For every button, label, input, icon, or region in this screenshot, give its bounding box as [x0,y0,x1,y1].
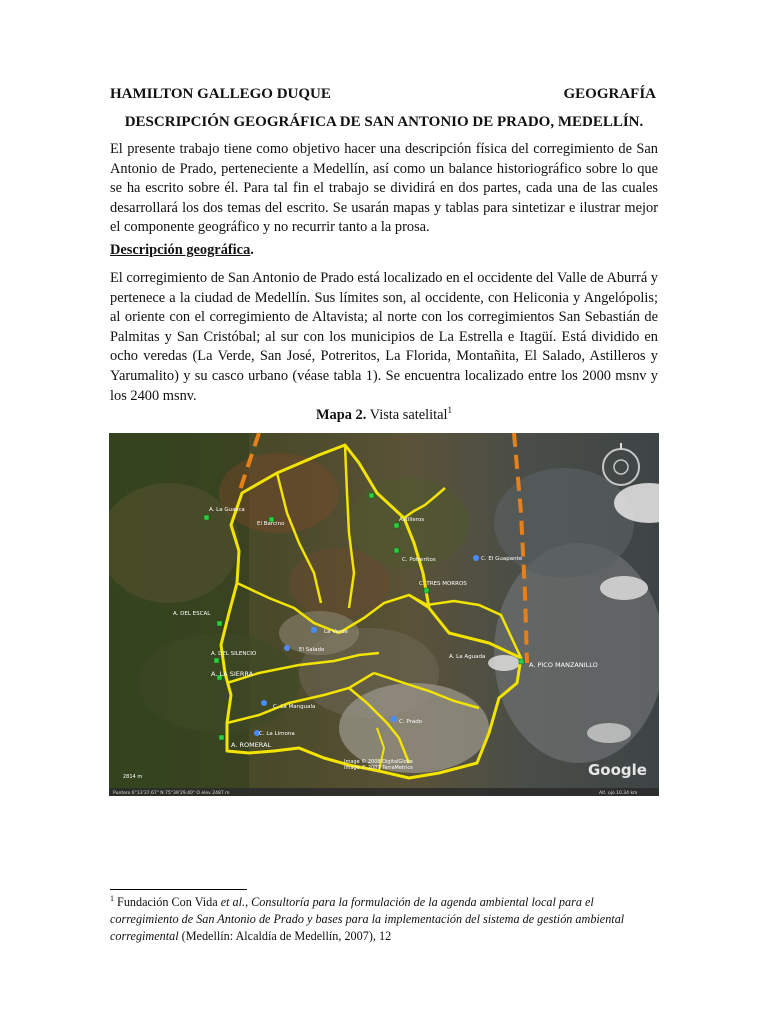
page-header [110,86,656,106]
map-label-el-salado: El Salado [299,647,325,653]
map-label-sierra: A. LA SIERRA [211,670,254,678]
section-heading [110,242,254,259]
footnote-separator [110,889,247,890]
satellite-map [109,433,659,796]
map-label-potreritos: C. Potreritos [402,557,436,563]
map-label-manzanillo: A. PICO MANZANILLO [529,661,598,669]
map-label-manguala: C. La Manguala [273,704,316,710]
map-label-aguada: A. La Aguada [449,654,486,660]
map-status-bar: Puntero 6°13'37.67" N 75°39'29.40" O elev 2487 m [113,791,230,796]
author-name: HAMILTON GALLEGO DUQUE [110,86,331,102]
footnote-publication: (Medellín: Alcaldía de Medellín, 2007), 12 [178,929,392,943]
section-paragraph: El corregimiento de San Antonio de Prado está localizado en el occidente del Valle de Aburrá y pertenece a la ciudad de Medellín. Sus límites son, al occidente, con Heliconia y Angelópolis; al oriente con el corregimiento de Altavista; al norte con los corregimientos San Sebastián de Palmitas y San Cristóbal; al sur con los municipios de La Estrella e Itagüí. Está dividido en ocho veredas (La Verde, San José, Potreritos, La Florida, Montañita, El Salado, Astilleros y Yarumalito) y su casco urbano (véase tabla 1). Se encuentra localizado entre los 2000 msnv y los 2400 msnv. [110,270,658,404]
map-label-astilleros: Astilleros [399,517,425,523]
map-label-escal: A. DEL ESCAL [173,611,211,617]
caption-label: Mapa 2. [315,407,367,423]
footnote-work: Consultoría para la formulación de la agenda ambiental local para el corregimiento de San Antonio de Prado y bases para la implementación del sistema de gestión ambiental corregimental [110,895,625,943]
figure-caption [0,407,768,424]
map-label-tres-morros: C. TRES MORROS [419,581,467,587]
caption-text: Vista satelital [366,407,448,423]
map-eye-altitude: Alt. ojo 10.34 km [599,791,638,796]
satellite-map-image [109,433,659,796]
footnote-mark: 1 [110,893,114,903]
map-label-la-verde: La Verde [324,629,348,635]
map-label-prado: C. Prado [399,719,423,725]
google-logo: Google [588,761,647,779]
section-heading-period: . [250,242,254,258]
map-label-romeral: A. ROMERAL [231,741,272,749]
subject-name: GEOGRAFÍA [563,86,656,102]
intro-paragraph: El presente trabajo tiene como objetivo hacer una descripción física del corregimiento de San Antonio de Prado, perteneciente a Medellín, así como un balance historiográfico sobre lo que se ha escrito sobre él. Para tal fin el trabajo se dividirá en dos partes, cada una de las cuales desarrollará los dos temas del escrito. Se usarán mapas y tablas para sintetizar e ilustrar mejor el componente geográfico y no recurrir tanto a la prosa. [110,141,658,236]
footnote [110,894,660,945]
footnote-reference: 1 [447,405,453,416]
map-label-limona: C. La Limona [259,731,295,737]
map-label-barcino: El Barcino [257,521,285,527]
map-label-guasca: A. La Guasca [209,507,245,513]
footnote-author: Fundación Con Vida [114,895,221,909]
document-title: DESCRIPCIÓN GEOGRÁFICA DE SAN ANTONIO DE PRADO, MEDELLÍN. [124,114,644,130]
footnote-sep: , [245,895,252,909]
footnote-etal: et al. [220,895,246,909]
map-altitude: 2814 m [123,774,143,780]
map-label-guapante: C. El Guapante [481,556,523,562]
section-heading-text: Descripción geográfica [110,242,251,258]
map-copyright: Image © 2008 DigitalGlobe Image © 2007 TerraMetrics [344,759,413,771]
map-label-silencio: A. DEL SILENCIO [211,651,257,657]
